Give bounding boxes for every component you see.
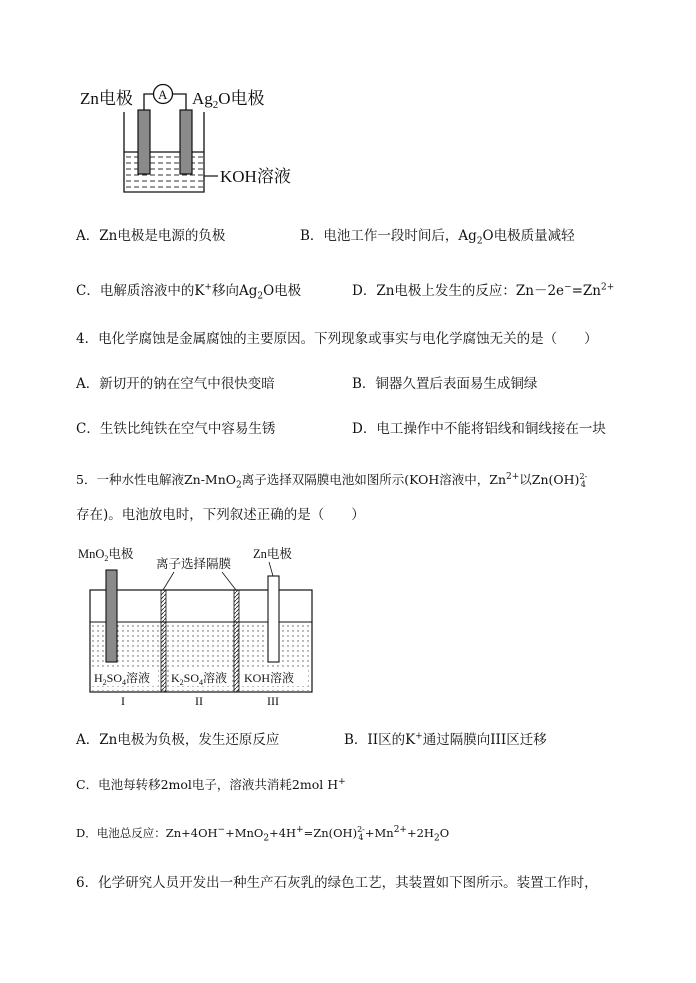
q3-option-d: D．Zn电极上发生的反应：$Zn-2e^-=Zn^{2+}$	[352, 282, 615, 299]
zn-electrode-2	[268, 576, 279, 662]
mno2-electrode	[106, 570, 117, 662]
q5-stem-line1: 5．一种水性电解液Zn-MnO$_2$离子选择双隔膜电池如图所示(KOH溶液中，$Zn^{2+}$以Zn(OH) 2- 4	[76, 471, 588, 491]
q3-option-b: B．电池工作一段时间后，$Ag_2O$电极质量减轻	[300, 228, 575, 247]
q5-stem-line2: 存在)。电池放电时，下列叙述正确的是（ ）	[76, 507, 365, 523]
membrane-label: 离子选择隔膜	[156, 557, 232, 571]
q4-option-d: D．电工操作中不能将铝线和铜线接在一块	[352, 421, 606, 437]
q3-option-c: C．电解质溶液中的K+移向$Ag_2O$电极	[76, 282, 302, 302]
q6-stem: 6．化学研究人员开发出一种生产石灰乳的绿色工艺，其装置如下图所示。装置工作时，	[76, 875, 598, 891]
koh-solution-label: KOH溶液	[220, 167, 291, 186]
q4-option-b: B．铜器久置后表面易生成铜绿	[352, 376, 538, 392]
q3-option-a: A．Zn电极是电源的负极	[76, 228, 226, 244]
q5-option-d: D．电池总反应：Zn+4OH−+MnO$_2$+4H+=Zn(OH) 2- 4 $+Mn^{2+}+2H_2O$	[76, 825, 450, 844]
q5-option-b: B．II区的K+通过隔膜向III区迁移	[344, 731, 547, 748]
ag2o-electrode-label: $Ag_2O$电极	[192, 89, 265, 111]
zone-i-label: I	[121, 694, 125, 708]
q5-option-c: C．电池每转移2mol电子，溶液共消耗2mol H+	[76, 776, 346, 792]
zn-ag2o-cell-figure	[78, 82, 308, 197]
k2so4-solution-label: $K_2SO_4$溶液	[171, 671, 228, 687]
q4-option-c: C．生铁比纯铁在空气中容易生锈	[76, 421, 276, 437]
membrane-left	[161, 590, 166, 692]
zn-electrode	[138, 110, 150, 174]
double-membrane-cell-figure	[76, 544, 326, 709]
q5-option-a: A．Zn电极为负极，发生还原反应	[76, 732, 280, 748]
membrane-right	[234, 590, 239, 692]
zn-electrode-label-2: Zn电极	[253, 547, 292, 561]
q4-stem: 4．电化学腐蚀是金属腐蚀的主要原因。下列现象或事实与电化学腐蚀无关的是（ ）	[76, 331, 598, 347]
h2so4-solution-label: $H_2SO_4$溶液	[94, 671, 151, 687]
ammeter-label: A	[158, 87, 168, 102]
mno2-electrode-label: MnO$_2$电极	[78, 547, 134, 563]
ag2o-electrode	[180, 110, 192, 174]
q4-option-a: A．新切开的钠在空气中很快变暗	[76, 376, 275, 392]
koh-solution-label-2: KOH溶液	[244, 671, 294, 685]
zone-ii-label: II	[195, 694, 203, 708]
zone-iii-label: III	[267, 694, 279, 708]
zn-electrode-label: Zn电极	[80, 89, 133, 108]
